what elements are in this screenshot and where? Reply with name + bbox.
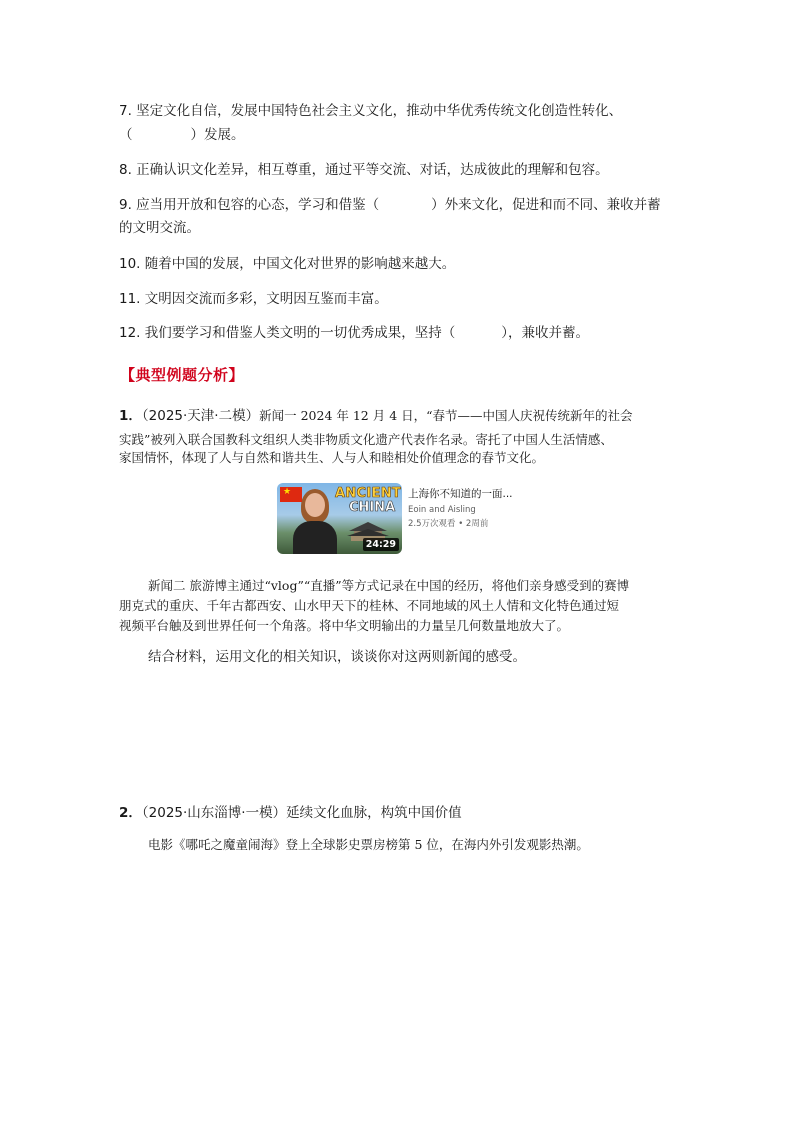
- q1-source: （2025·天津·二模）: [141, 408, 260, 424]
- q1-news1-c: 家国情怀，体现了人与自然和谐共生、人与人和睦相处价值理念的春节文化。: [119, 450, 545, 465]
- item-12-tail: ），兼收并蓄。: [501, 325, 590, 341]
- thumb-word-ancient: ANCIENT: [335, 486, 402, 501]
- q1-line1: [119, 406, 633, 426]
- item-12-head: 12. 我们要学习和借鉴人类文明的一切优秀成果，坚持（: [119, 325, 456, 341]
- china-flag-icon: ★: [280, 487, 302, 502]
- q1-number: 1．: [119, 408, 142, 424]
- q2-title: 延续文化血脉，构筑中国价值: [286, 805, 462, 821]
- item-12: [119, 324, 589, 343]
- video-meta: 2.5万次观看 • 2周前: [408, 519, 489, 529]
- person-body: [293, 521, 337, 554]
- item-7-tail: ）发展。: [190, 127, 245, 143]
- thumb-word-china: CHINA: [349, 500, 396, 515]
- video-duration: 24:29: [363, 538, 399, 551]
- item-7-open-paren: （: [119, 127, 133, 143]
- q1-news1-b: 实践”被列入联合国教科文组织人类非物质文化遗产代表作名录。寄托了中国人生活情感、: [119, 432, 613, 447]
- item-9-line1: [119, 196, 661, 215]
- q2-line1: [119, 804, 462, 823]
- item-9-line2: 的文明交流。: [119, 220, 200, 236]
- q2-number: 2．: [119, 805, 142, 821]
- q1-news2-b: 朋克式的重庆、千年古都西安、山水甲天下的桂林、不同地域的风土人情和文化特色通过短: [119, 598, 620, 613]
- item-7-line1: 7. 坚定文化自信，发展中国特色社会主义文化，推动中华优秀传统文化创造性转化、: [119, 103, 623, 119]
- video-channel[interactable]: Eoin and Aisling: [408, 505, 476, 515]
- q2-source: （2025·山东淄博·一模）: [141, 805, 287, 821]
- item-9-tail: ）外来文化，促进和而不同、兼收并蓄: [431, 197, 661, 213]
- q1-news1-a: 新闻一 2024 年 12 月 4 日，“春节——中国人庆祝传统新年的社会: [259, 408, 633, 423]
- q1-prompt: 结合材料，运用文化的相关知识，谈谈你对这两则新闻的感受。: [148, 649, 526, 665]
- video-title[interactable]: 上海你不知道的一面...: [408, 488, 513, 500]
- q1-news2-a: 新闻二 旅游博主通过“vlog”“直播”等方式记录在中国的经历，将他们亲身感受到的赛博: [148, 578, 630, 593]
- item-9-head: 9. 应当用开放和包容的心态，学习和借鉴（: [119, 197, 380, 213]
- section-heading: 【典型例题分析】: [120, 366, 245, 384]
- video-card[interactable]: [277, 483, 518, 554]
- item-8: 8. 正确认识文化差异，相互尊重，通过平等交流、对话，达成彼此的理解和包容。: [119, 162, 609, 178]
- item-11: 11. 文明因交流而多彩，文明因互鉴而丰富。: [119, 291, 388, 307]
- q2-text: 电影《哪吒之魔童闹海》登上全球影史票房榜第 5 位，在海内外引发观影热潮。: [148, 837, 589, 852]
- item-10: 10. 随着中国的发展，中国文化对世界的影响越来越大。: [119, 256, 456, 272]
- video-thumbnail[interactable]: [277, 483, 402, 554]
- item-7-line2: [119, 126, 245, 145]
- q1-news2-c: 视频平台触及到世界任何一个角落。将中华文明输出的力量呈几何数量地放大了。: [119, 618, 570, 633]
- person-face: [305, 493, 325, 517]
